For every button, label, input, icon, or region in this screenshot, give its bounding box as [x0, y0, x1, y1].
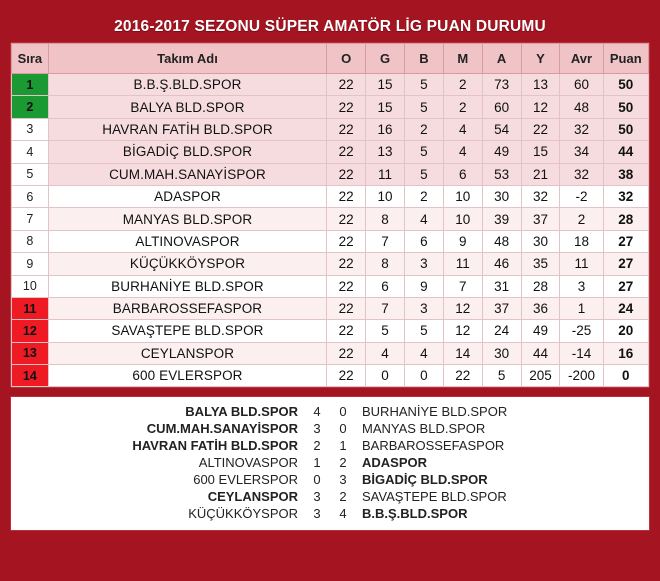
column-header-lost: M: [443, 44, 482, 74]
cell-won: 8: [366, 253, 405, 275]
page-title: [10, 12, 650, 42]
cell-goals-for: 31: [482, 275, 521, 297]
result-home-score: 3: [313, 421, 321, 437]
cell-lost: 22: [443, 365, 482, 387]
cell-goals-against: 49: [521, 320, 560, 342]
standings-table: [11, 43, 649, 387]
result-row: [89, 454, 571, 471]
cell-points: 38: [603, 163, 648, 185]
cell-rank: 6: [12, 185, 49, 207]
result-away-score: 4: [339, 506, 347, 522]
cell-goals-against: 30: [521, 230, 560, 252]
cell-goal-diff: 2: [560, 208, 603, 230]
column-header-won: G: [366, 44, 405, 74]
cell-team: HAVRAN FATİH BLD.SPOR: [48, 118, 327, 140]
table-row: [12, 297, 649, 319]
cell-played: 22: [327, 320, 366, 342]
cell-lost: 12: [443, 320, 482, 342]
table-row: [12, 342, 649, 364]
table-row: [12, 163, 649, 185]
cell-goals-against: 12: [521, 96, 560, 118]
cell-rank: 5: [12, 163, 49, 185]
result-away-team: BURHANİYE BLD.SPOR: [362, 404, 508, 420]
cell-goal-diff: 34: [560, 141, 603, 163]
cell-goals-for: 37: [482, 297, 521, 319]
cell-rank: 3: [12, 118, 49, 140]
cell-rank: 8: [12, 230, 49, 252]
cell-goal-diff: -200: [560, 365, 603, 387]
cell-won: 15: [366, 96, 405, 118]
result-home-score: 2: [313, 438, 321, 454]
cell-played: 22: [327, 275, 366, 297]
cell-goal-diff: 48: [560, 96, 603, 118]
cell-team: 600 EVLERSPOR: [48, 365, 327, 387]
table-row: [12, 365, 649, 387]
cell-rank: 1: [12, 74, 49, 96]
cell-won: 10: [366, 185, 405, 207]
cell-goals-for: 73: [482, 74, 521, 96]
cell-points: 50: [603, 74, 648, 96]
page-title-text: 2016-2017 SEZONU SÜPER AMATÖR LİG PUAN DURUMU: [114, 18, 546, 35]
column-header-rank: Sıra: [12, 44, 49, 74]
cell-won: 5: [366, 320, 405, 342]
cell-team: CUM.MAH.SANAYİSPOR: [48, 163, 327, 185]
table-row: [12, 118, 649, 140]
table-header-row: [12, 44, 649, 74]
cell-team: KÜÇÜKKÖYSPOR: [48, 253, 327, 275]
cell-goal-diff: 32: [560, 118, 603, 140]
results-section: [10, 396, 650, 531]
cell-goals-against: 37: [521, 208, 560, 230]
table-row: [12, 320, 649, 342]
cell-drawn: 2: [404, 118, 443, 140]
cell-rank: 12: [12, 320, 49, 342]
cell-won: 8: [366, 208, 405, 230]
cell-team: ADASPOR: [48, 185, 327, 207]
cell-points: 27: [603, 275, 648, 297]
cell-points: 20: [603, 320, 648, 342]
cell-drawn: 5: [404, 96, 443, 118]
cell-drawn: 2: [404, 185, 443, 207]
cell-played: 22: [327, 342, 366, 364]
cell-goals-against: 28: [521, 275, 560, 297]
cell-goals-against: 32: [521, 185, 560, 207]
cell-won: 16: [366, 118, 405, 140]
column-header-played: O: [327, 44, 366, 74]
cell-goal-diff: 18: [560, 230, 603, 252]
result-away-score: 0: [339, 421, 347, 437]
cell-drawn: 6: [404, 230, 443, 252]
cell-drawn: 3: [404, 253, 443, 275]
cell-goals-for: 54: [482, 118, 521, 140]
result-home-team: ALTINOVASPOR: [198, 455, 298, 471]
table-row: [12, 141, 649, 163]
cell-rank: 2: [12, 96, 49, 118]
result-away-team: B.B.Ş.BLD.SPOR: [362, 506, 468, 522]
column-header-goal-diff: Avr: [560, 44, 603, 74]
cell-played: 22: [327, 118, 366, 140]
cell-team: MANYAS BLD.SPOR: [48, 208, 327, 230]
result-row: [89, 437, 571, 454]
result-away-team: MANYAS BLD.SPOR: [362, 421, 486, 437]
cell-played: 22: [327, 74, 366, 96]
cell-rank: 11: [12, 297, 49, 319]
result-home-score: 0: [313, 472, 321, 488]
cell-rank: 10: [12, 275, 49, 297]
cell-goals-for: 39: [482, 208, 521, 230]
result-home-team: CEYLANSPOR: [207, 489, 298, 505]
result-away-team: BİGADİÇ BLD.SPOR: [362, 472, 488, 488]
result-home-team: HAVRAN FATİH BLD.SPOR: [132, 438, 298, 454]
cell-won: 7: [366, 297, 405, 319]
cell-won: 15: [366, 74, 405, 96]
cell-goals-against: 44: [521, 342, 560, 364]
cell-goals-against: 35: [521, 253, 560, 275]
cell-goals-for: 60: [482, 96, 521, 118]
result-home-team: KÜÇÜKKÖYSPOR: [188, 506, 298, 522]
result-away-score: 2: [339, 489, 347, 505]
cell-drawn: 0: [404, 365, 443, 387]
cell-won: 0: [366, 365, 405, 387]
cell-goal-diff: -25: [560, 320, 603, 342]
cell-goal-diff: -2: [560, 185, 603, 207]
cell-goal-diff: 32: [560, 163, 603, 185]
cell-team: BALYA BLD.SPOR: [48, 96, 327, 118]
cell-goal-diff: 1: [560, 297, 603, 319]
result-row: [89, 505, 571, 522]
results-body: [89, 403, 571, 522]
result-home-score: 1: [313, 455, 321, 471]
cell-lost: 4: [443, 118, 482, 140]
cell-won: 7: [366, 230, 405, 252]
table-row: [12, 96, 649, 118]
cell-team: SAVAŞTEPE BLD.SPOR: [48, 320, 327, 342]
results-table: [89, 403, 571, 522]
table-row: [12, 253, 649, 275]
standings-body: [12, 74, 649, 387]
result-home-team: CUM.MAH.SANAYİSPOR: [146, 421, 298, 437]
cell-points: 32: [603, 185, 648, 207]
result-home-score: 3: [313, 489, 321, 505]
table-row: [12, 275, 649, 297]
cell-goals-for: 49: [482, 141, 521, 163]
cell-points: 50: [603, 118, 648, 140]
result-away-score: 1: [339, 438, 347, 454]
cell-team: B.B.Ş.BLD.SPOR: [48, 74, 327, 96]
cell-goal-diff: 11: [560, 253, 603, 275]
cell-points: 27: [603, 253, 648, 275]
cell-team: BARBAROSSEFASPOR: [48, 297, 327, 319]
cell-rank: 14: [12, 365, 49, 387]
cell-drawn: 4: [404, 342, 443, 364]
result-away-team: SAVAŞTEPE BLD.SPOR: [362, 489, 507, 505]
cell-goals-against: 36: [521, 297, 560, 319]
cell-points: 27: [603, 230, 648, 252]
cell-played: 22: [327, 297, 366, 319]
cell-rank: 13: [12, 342, 49, 364]
cell-lost: 14: [443, 342, 482, 364]
result-row: [89, 420, 571, 437]
cell-played: 22: [327, 365, 366, 387]
cell-goals-for: 30: [482, 342, 521, 364]
result-away-team: BARBAROSSEFASPOR: [362, 438, 505, 454]
column-header-goals-against: Y: [521, 44, 560, 74]
column-header-goals-for: A: [482, 44, 521, 74]
cell-goals-against: 205: [521, 365, 560, 387]
cell-points: 0: [603, 365, 648, 387]
cell-played: 22: [327, 141, 366, 163]
result-row: [89, 471, 571, 488]
standings-table-container: [10, 42, 650, 388]
cell-goals-against: 15: [521, 141, 560, 163]
result-home-score: 4: [313, 404, 321, 420]
cell-points: 28: [603, 208, 648, 230]
cell-team: BİGADİÇ BLD.SPOR: [48, 141, 327, 163]
cell-drawn: 5: [404, 320, 443, 342]
cell-lost: 6: [443, 163, 482, 185]
cell-lost: 11: [443, 253, 482, 275]
cell-played: 22: [327, 163, 366, 185]
cell-played: 22: [327, 96, 366, 118]
table-row: [12, 230, 649, 252]
cell-goals-for: 53: [482, 163, 521, 185]
result-away-team: ADASPOR: [362, 455, 428, 471]
result-home-score: 3: [313, 506, 321, 522]
cell-team: CEYLANSPOR: [48, 342, 327, 364]
cell-rank: 7: [12, 208, 49, 230]
cell-rank: 4: [12, 141, 49, 163]
cell-lost: 2: [443, 96, 482, 118]
cell-goals-for: 30: [482, 185, 521, 207]
cell-played: 22: [327, 208, 366, 230]
cell-won: 4: [366, 342, 405, 364]
cell-team: BURHANİYE BLD.SPOR: [48, 275, 327, 297]
table-row: [12, 208, 649, 230]
cell-rank: 9: [12, 253, 49, 275]
cell-goals-for: 48: [482, 230, 521, 252]
cell-lost: 7: [443, 275, 482, 297]
cell-lost: 10: [443, 208, 482, 230]
cell-goal-diff: 3: [560, 275, 603, 297]
result-away-score: 3: [339, 472, 347, 488]
cell-played: 22: [327, 253, 366, 275]
cell-goal-diff: -14: [560, 342, 603, 364]
column-header-drawn: B: [404, 44, 443, 74]
table-row: [12, 185, 649, 207]
cell-goals-against: 21: [521, 163, 560, 185]
cell-lost: 2: [443, 74, 482, 96]
cell-won: 6: [366, 275, 405, 297]
cell-drawn: 3: [404, 297, 443, 319]
cell-goals-against: 13: [521, 74, 560, 96]
result-row: [89, 488, 571, 505]
cell-goals-against: 22: [521, 118, 560, 140]
cell-drawn: 5: [404, 163, 443, 185]
cell-lost: 10: [443, 185, 482, 207]
cell-played: 22: [327, 185, 366, 207]
cell-goals-for: 5: [482, 365, 521, 387]
cell-points: 50: [603, 96, 648, 118]
cell-won: 13: [366, 141, 405, 163]
result-home-team: BALYA BLD.SPOR: [185, 404, 298, 420]
cell-lost: 12: [443, 297, 482, 319]
result-away-score: 0: [339, 404, 347, 420]
cell-lost: 4: [443, 141, 482, 163]
result-away-score: 2: [339, 455, 347, 471]
cell-goals-for: 24: [482, 320, 521, 342]
cell-played: 22: [327, 230, 366, 252]
cell-drawn: 9: [404, 275, 443, 297]
result-row: [89, 403, 571, 420]
cell-goal-diff: 60: [560, 74, 603, 96]
result-home-team: 600 EVLERSPOR: [193, 472, 298, 488]
cell-drawn: 5: [404, 141, 443, 163]
cell-drawn: 5: [404, 74, 443, 96]
cell-team: ALTINOVASPOR: [48, 230, 327, 252]
cell-points: 44: [603, 141, 648, 163]
cell-goals-for: 46: [482, 253, 521, 275]
column-header-team: Takım Adı: [48, 44, 327, 74]
cell-won: 11: [366, 163, 405, 185]
column-header-points: Puan: [603, 44, 648, 74]
cell-drawn: 4: [404, 208, 443, 230]
cell-points: 24: [603, 297, 648, 319]
cell-points: 16: [603, 342, 648, 364]
table-row: [12, 74, 649, 96]
cell-lost: 9: [443, 230, 482, 252]
